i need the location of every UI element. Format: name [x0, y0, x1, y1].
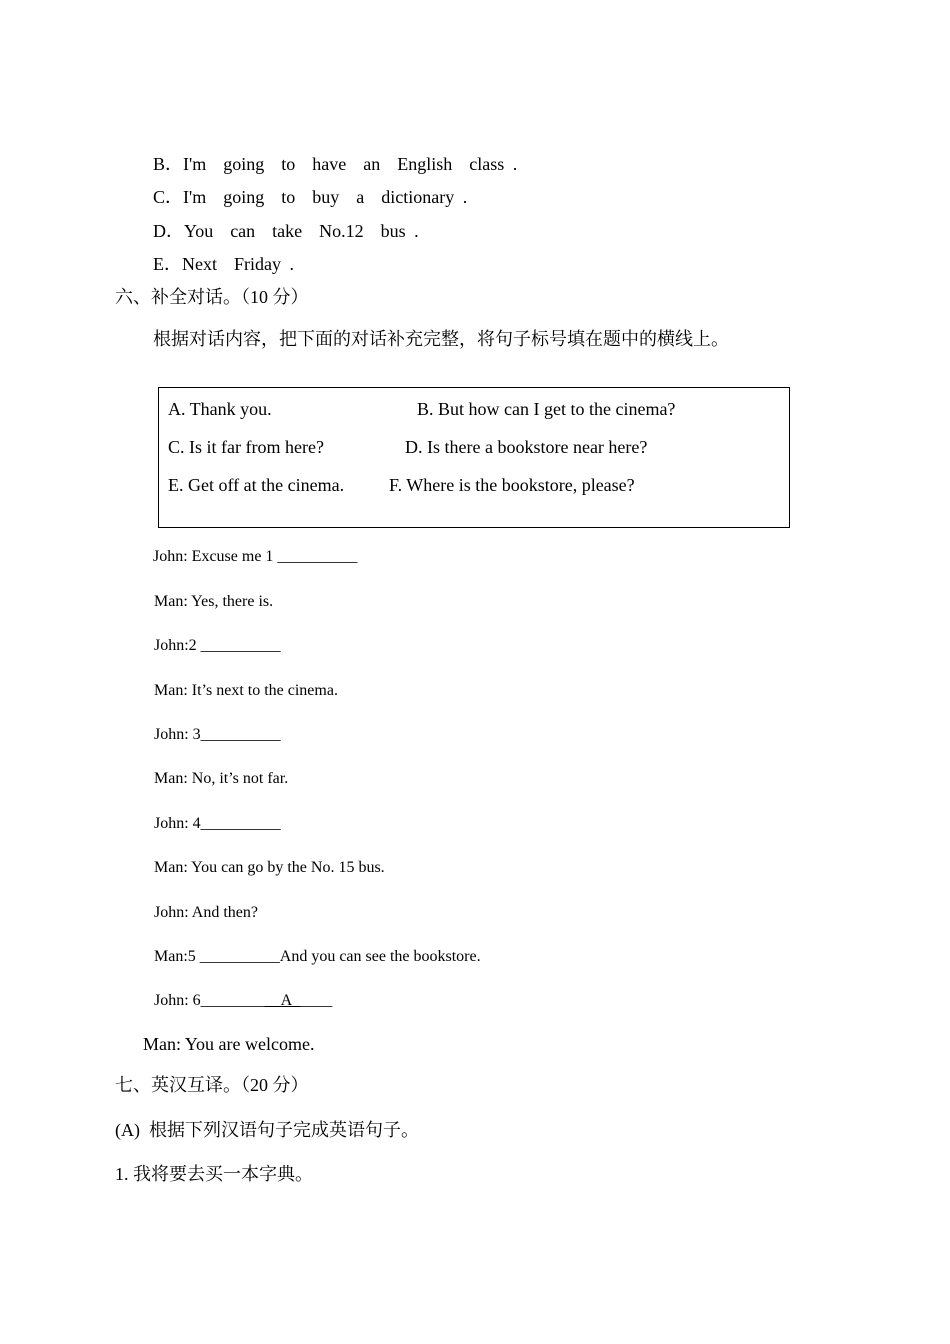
dialogue-line-7: John: 4__________ [154, 815, 281, 832]
dialogue-line-6: Man: No, it’s not far. [154, 770, 289, 787]
section-6-heading: 六、补全对话。（10 分） [115, 287, 309, 307]
sentence-options-box [158, 387, 790, 528]
box-item-a: A. Thank you. [168, 399, 272, 419]
section-7-heading: 七、英汉互译。（20 分） [115, 1075, 309, 1095]
dialogue-line-4: Man: It’s next to the cinema. [154, 682, 338, 699]
section-7-question-1: 1. 我将要去买一本字典。 [115, 1164, 313, 1184]
dialogue-line-5: John: 3__________ [154, 726, 281, 743]
dialogue-6-prefix: John: 6________ [154, 992, 265, 1009]
dialogue-line-9: John: And then? [154, 904, 258, 921]
box-item-c: C. Is it far from here? [168, 437, 324, 457]
box-item-e: E. Get off at the cinema. [168, 475, 345, 495]
box-item-d: D. Is there a bookstore near here? [405, 437, 648, 457]
option-e: E．Next Friday . [153, 254, 294, 274]
option-c: C．I'm going to buy a dictionary . [153, 187, 468, 207]
section-6-instruction: 根据对话内容，把下面的对话补充完整，将句子标号填在题中的横线上。 [153, 329, 729, 349]
option-b: B．I'm going to have an English class . [153, 154, 518, 174]
dialogue-line-3: John:2 __________ [154, 637, 281, 654]
dialogue-line-2: Man: Yes, there is. [154, 593, 274, 610]
box-item-b: B. But how can I get to the cinema? [417, 399, 676, 419]
dialogue-line-1: John: Excuse me 1 __________ [153, 548, 358, 565]
dialogue-line-11 [154, 993, 332, 1009]
box-item-f: F. Where is the bookstore, please? [389, 475, 635, 495]
dialogue-6-suffix: ____ [300, 992, 333, 1009]
dialogue-line-10: Man:5 __________And you can see the bookstore. [154, 948, 481, 965]
dialogue-6-answer: __A_ [264, 992, 301, 1009]
section-7-sub-a: (A) 根据下列汉语句子完成英语句子。 [115, 1120, 419, 1140]
option-d: D．You can take No.12 bus . [153, 221, 419, 241]
dialogue-line-8: Man: You can go by the No. 15 bus. [154, 859, 385, 876]
dialogue-line-12: Man: You are welcome. [143, 1034, 315, 1054]
